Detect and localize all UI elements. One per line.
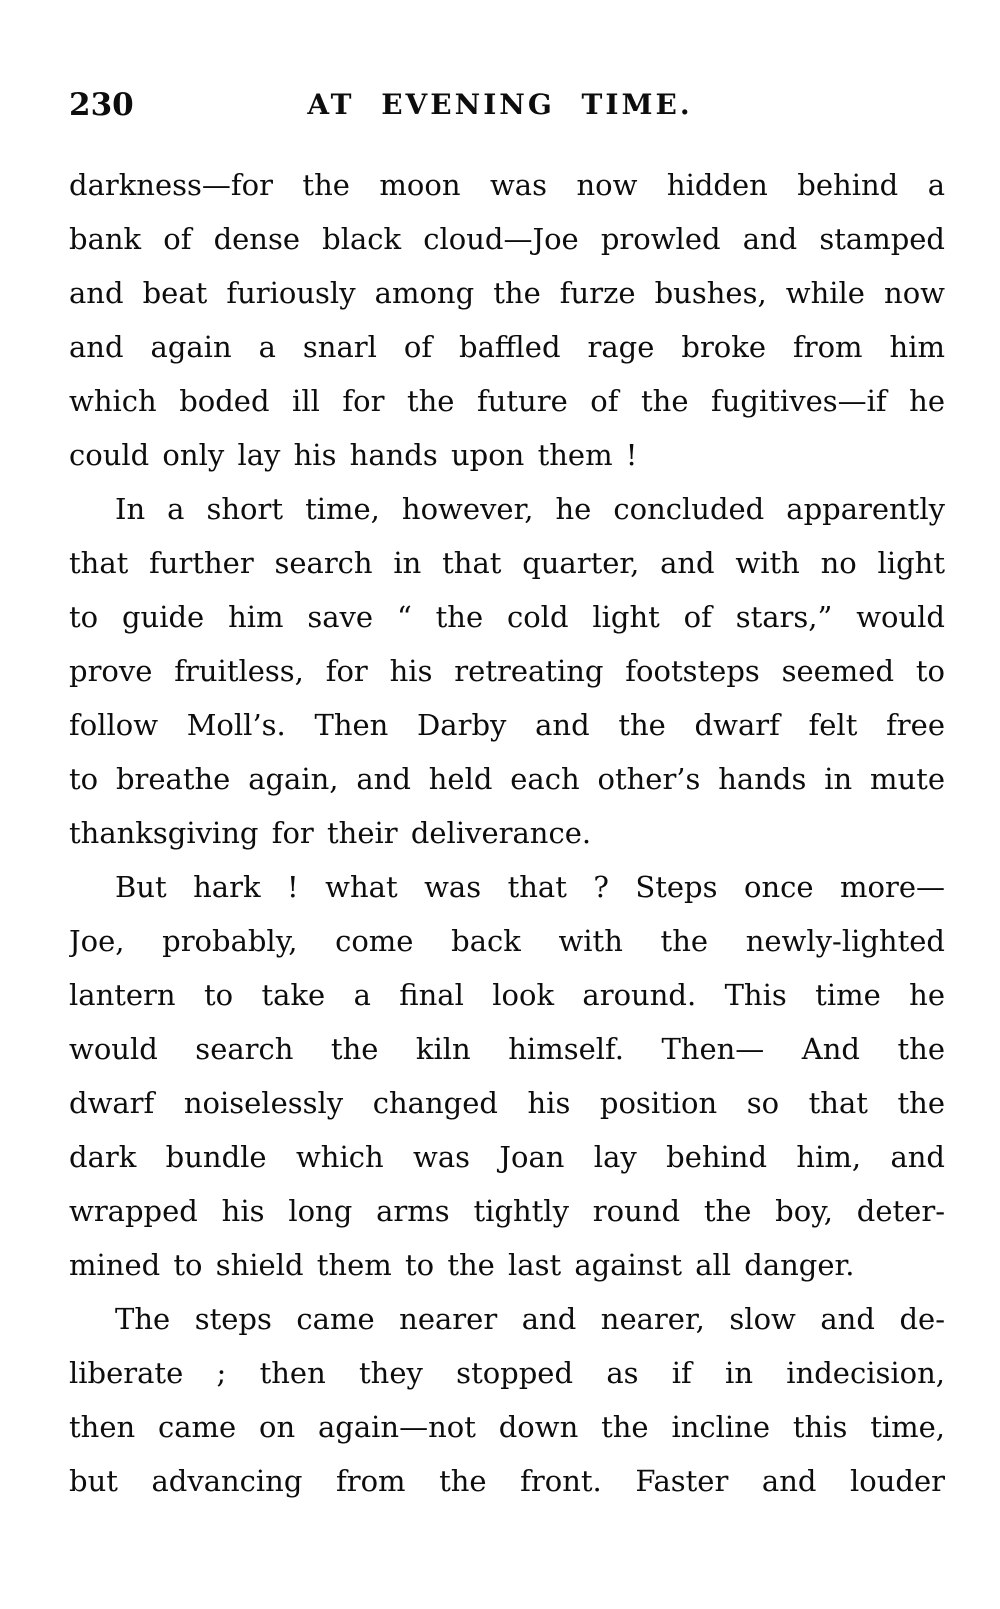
text-line: which boded ill for the future of the fugitives—if he <box>69 384 945 418</box>
text-line: Joe, probably, come back with the newly-lighted <box>69 924 945 958</box>
text-line: bank of dense black cloud—Joe prowled and stamped <box>69 222 945 256</box>
text-line: In a short time, however, he concluded apparently <box>115 492 945 526</box>
text-line: darkness—for the moon was now hidden behind a <box>69 168 945 202</box>
text-line: to guide him save “ the cold light of stars,” would <box>69 600 945 634</box>
text-line: would search the kiln himself. Then— And the <box>69 1032 945 1066</box>
text-line: but advancing from the front. Faster and louder <box>69 1464 945 1498</box>
body-text <box>69 158 945 1508</box>
text-line: to breathe again, and held each other’s hands in mute <box>69 762 945 796</box>
text-line: lantern to take a final look around. This time he <box>69 978 945 1012</box>
text-line: dwarf noiselessly changed his position so that the <box>69 1086 945 1120</box>
text-line: liberate ; then they stopped as if in indecision, <box>69 1356 945 1390</box>
text-line: mined to shield them to the last against all danger. <box>69 1248 855 1282</box>
paragraph-1 <box>69 158 945 482</box>
paragraph-3 <box>69 860 945 1292</box>
text-line: But hark ! what was that ? Steps once more— <box>115 870 945 904</box>
paragraph-4 <box>69 1292 945 1508</box>
text-line: could only lay his hands upon them ! <box>69 438 638 472</box>
text-line: follow Moll’s. Then Darby and the dwarf felt free <box>69 708 945 742</box>
text-line: The steps came nearer and nearer, slow and de- <box>115 1302 945 1336</box>
running-header-title: AT EVENING TIME. <box>307 88 693 121</box>
text-line: that further search in that quarter, and with no light <box>69 546 945 580</box>
text-line: dark bundle which was Joan lay behind him, and <box>69 1140 945 1174</box>
text-line: wrapped his long arms tightly round the boy, deter- <box>69 1194 945 1228</box>
running-header <box>0 86 1000 128</box>
text-line: then came on again—not down the incline this time, <box>69 1410 945 1444</box>
page-number: 230 <box>69 87 134 123</box>
paragraph-2 <box>69 482 945 860</box>
text-line: prove fruitless, for his retreating footsteps seemed to <box>69 654 945 688</box>
text-line: thanksgiving for their deliverance. <box>69 816 592 850</box>
text-line: and beat furiously among the furze bushes, while now <box>69 276 945 310</box>
text-line: and again a snarl of baffled rage broke from him <box>69 330 945 364</box>
